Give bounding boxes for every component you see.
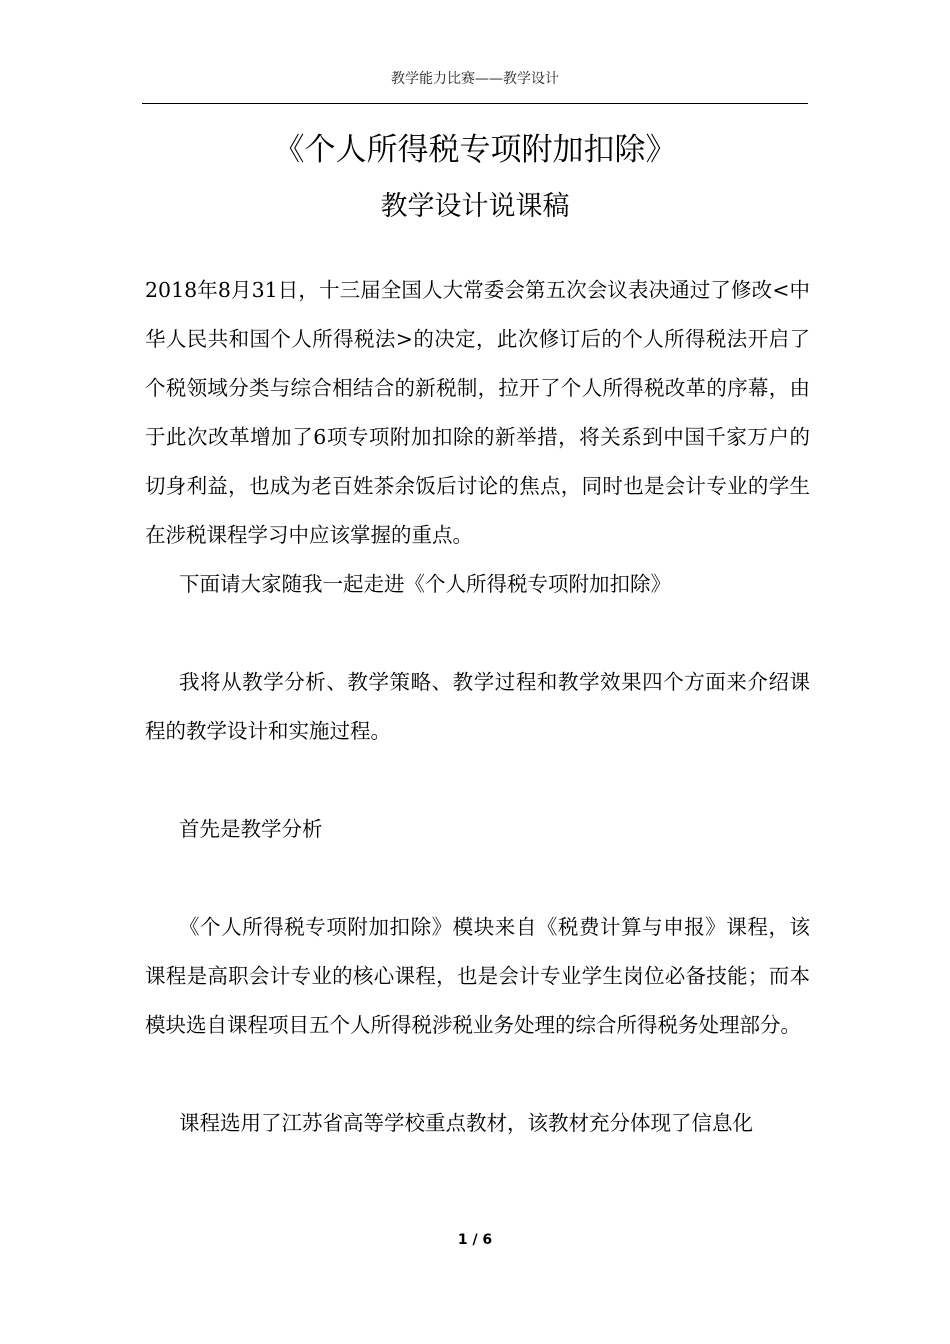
paragraph-outline: 我将从教学分析、教学策略、教学过程和教学效果四个方面来介绍课程的教学设计和实施过程。	[145, 670, 810, 743]
running-header: 教学能力比赛——教学设计	[391, 71, 559, 87]
paragraph-section-heading: 首先是教学分析	[179, 817, 323, 841]
header-divider	[142, 103, 808, 104]
paragraph-module-source: 《个人所得税专项附加扣除》模块来自《税费计算与申报》课程，该课程是高职会计专业的核心课程，也是会计专业学生岗位必备技能；而本模块选自课程项目五个人所得税涉税业务处理的综合所得税务处理部分。	[145, 915, 810, 1037]
paragraph-invitation: 下面请大家随我一起走进《个人所得税专项附加扣除》	[179, 572, 671, 596]
paragraph-spacer	[145, 609, 810, 658]
document-body	[145, 266, 810, 1148]
paragraph-spacer	[145, 1050, 810, 1099]
page-number: 1 / 6	[457, 1232, 493, 1248]
document-title: 《个人所得税专项附加扣除》	[273, 132, 677, 168]
paragraph-intro: 2018年8月31日，十三届全国人大常委会第五次会议表决通过了修改<中华人民共和国个人所得税法>的决定，此次修订后的个人所得税法开启了个税领域分类与综合相结合的新税制，拉开了个人所得税改革的序幕，由于此次改革增加了6项专项附加扣除的新举措，将关系到中国千家万户的切身利益，也成为老百姓茶余饭后讨论的焦点，同时也是会计专业的学生在涉税课程学习中应该掌握的重点。	[145, 278, 810, 547]
paragraph-spacer	[145, 756, 810, 805]
paragraph-spacer	[145, 854, 810, 903]
document-subtitle: 教学设计说课稿	[380, 191, 570, 222]
paragraph-textbook: 课程选用了江苏省高等学校重点教材，该教材充分体现了信息化	[179, 1111, 753, 1135]
